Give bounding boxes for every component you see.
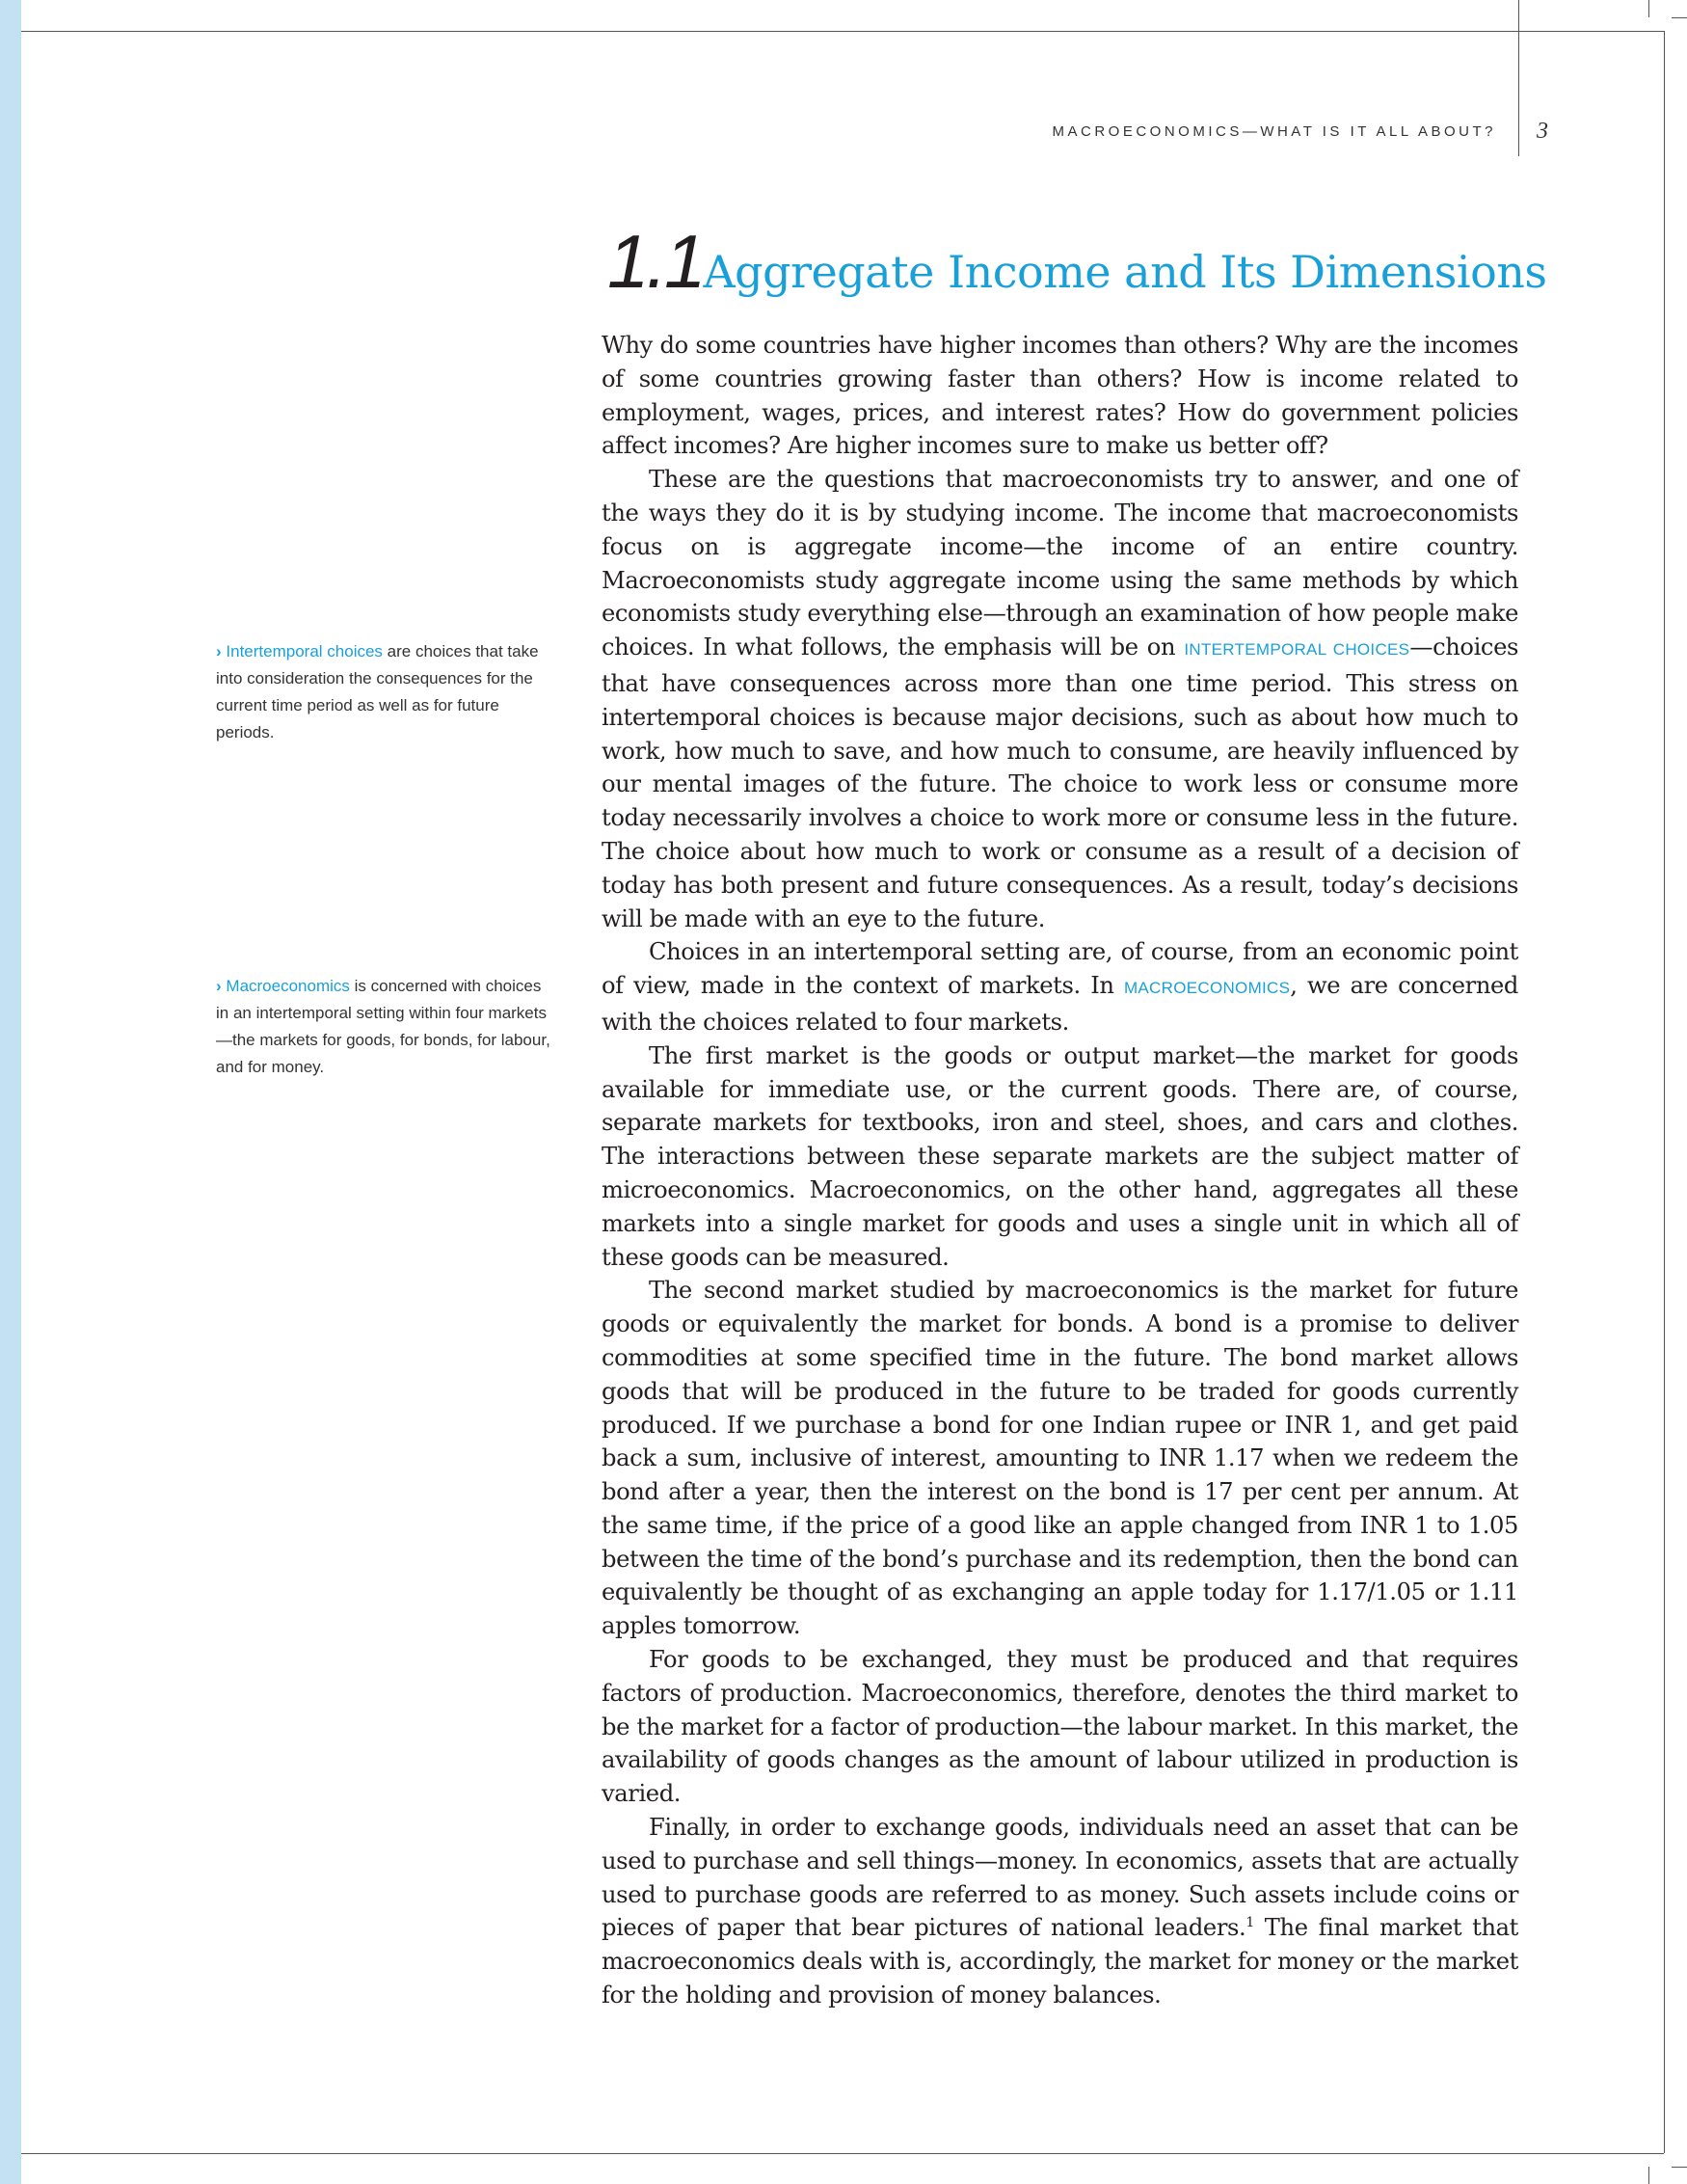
chevron-right-icon: ›	[216, 977, 222, 995]
section-title: Aggregate Income and Its Dimensions	[703, 246, 1547, 298]
right-trim-line	[1664, 31, 1665, 2153]
crop-mark-bottom-right	[1648, 2167, 1649, 2184]
chevron-right-icon: ›	[216, 642, 222, 661]
margin-note-intertemporal	[216, 638, 558, 746]
section-heading	[607, 218, 1547, 306]
margin-note-text: is concerned with choices in an intertemporal setting within four markets—the markets for goods, for bonds, for labour, and for money.	[216, 977, 550, 1076]
paragraph: The second market studied by macroeconomics is the market for future goods or equivalently the market for bonds. A bond is a promise to deliver commodities at some specified time in the future. The bond market allows goods that will be produced in the future to be traded for goods currently produced. If we purchase a bond for one Indian rupee or INR 1, and get paid back a sum, inclusive of interest, amounting to INR 1.17 when we redeem the bond after a year, then the interest on the bond is 17 per cent per annum. At the same time, if the price of a good like an apple changed from INR 1 to 1.05 between the time of the bond’s purchase and its redemption, then the bond can equivalently be thought of as exchanging an apple today for 1.17/1.05 or 1.11 apples tomorrow.	[602, 1277, 1518, 1640]
paragraph: For goods to be exchanged, they must be produced and that requires factors of production. Macroeconomics, therefore, denotes the third market to be the market for a factor of production—the labour market. In this market, the availability of goods changes as the amount of labour utilized in production is varied.	[602, 1646, 1518, 1808]
page-number: 3	[1537, 119, 1548, 144]
paragraph-text: , we are concerned with the choices related to four markets.	[602, 972, 1518, 1036]
margin-note-term: Intertemporal choices	[226, 642, 383, 661]
footnote-reference[interactable]: 1	[1245, 1915, 1254, 1931]
paragraph	[602, 935, 1518, 1038]
top-trim-line	[21, 31, 1664, 32]
paragraph-text: The final market that macroeconomics deals with is, accordingly, the market for money or the market for the holding and provision of money balances.	[602, 1914, 1518, 2009]
paragraph-text: Choices in an intertemporal setting are, of course, from an economic point of view, made in the context of markets. In	[602, 938, 1518, 1000]
paragraph-text: —choices that have consequences across more than one time period. This stress on intertemporal choices is because major decisions, such as about how much to work, how much to save, and how much to consume, are heavily influenced by our mental images of the future. The choice to work less or consume more today necessarily involves a choice to work more or consume less in the future. The choice about how much to work or consume as a result of a decision of today has both present and future consequences. As a result, today’s decisions will be made with an eye to the future.	[602, 634, 1518, 932]
crop-mark-right-bottom	[1672, 2167, 1687, 2168]
crop-mark-top-right	[1648, 0, 1649, 17]
key-term-intertemporal-choices: INTERTEMPORAL CHOICES	[1184, 640, 1410, 660]
paragraph	[602, 463, 1518, 935]
paragraph	[602, 1811, 1518, 2012]
paragraph-text: These are the questions that macroeconomists try to answer, and one of the ways they do it is by studying income. The income that macroeconomists focus on is aggregate income—the income of an entire country. Macroeconomists study aggregate income using the same methods by which economists study everything else—through an examination of how people make choices. In what follows, the emphasis will be on	[602, 466, 1518, 661]
margin-note-text: are choices that take into consideration the consequences for the current time period as well as for future periods.	[216, 642, 539, 741]
header-divider-line	[1518, 0, 1519, 156]
page-edge-bar	[0, 0, 21, 2184]
running-header: MACROECONOMICS—WHAT IS IT ALL ABOUT?	[1052, 123, 1496, 140]
section-number: 1.1	[607, 219, 704, 304]
crop-mark-right-top	[1672, 17, 1687, 18]
margin-note-term: Macroeconomics	[226, 977, 350, 995]
paragraph: The first market is the goods or output market—the market for goods available for immediate use, or the current goods. There are, of course, separate markets for textbooks, iron and steel, shoes, and cars and clothes. The interactions between these separate markets are the subject matter of microeconomics. Macroeconomics, on the other hand, aggregates all these markets into a single market for goods and uses a single unit in which all of these goods can be measured.	[602, 1041, 1518, 1271]
margin-note-macroeconomics	[216, 973, 558, 1081]
paragraph-text: Finally, in order to exchange goods, individuals need an asset that can be used to purchase and sell things—money. In economics, assets that are actually used to purchase goods are referred to as money. Such assets include coins or pieces of paper that bear pictures of national leaders.	[602, 1814, 1518, 1942]
bottom-trim-line	[21, 2153, 1664, 2154]
body-text	[602, 329, 1518, 2012]
key-term-macroeconomics: MACROECONOMICS	[1123, 979, 1291, 998]
paragraph: Why do some countries have higher incomes than others? Why are the incomes of some countries growing faster than others? How is income related to employment, wages, prices, and interest rates? How do government policies affect incomes? Are higher incomes sure to make us better off?	[602, 332, 1518, 460]
